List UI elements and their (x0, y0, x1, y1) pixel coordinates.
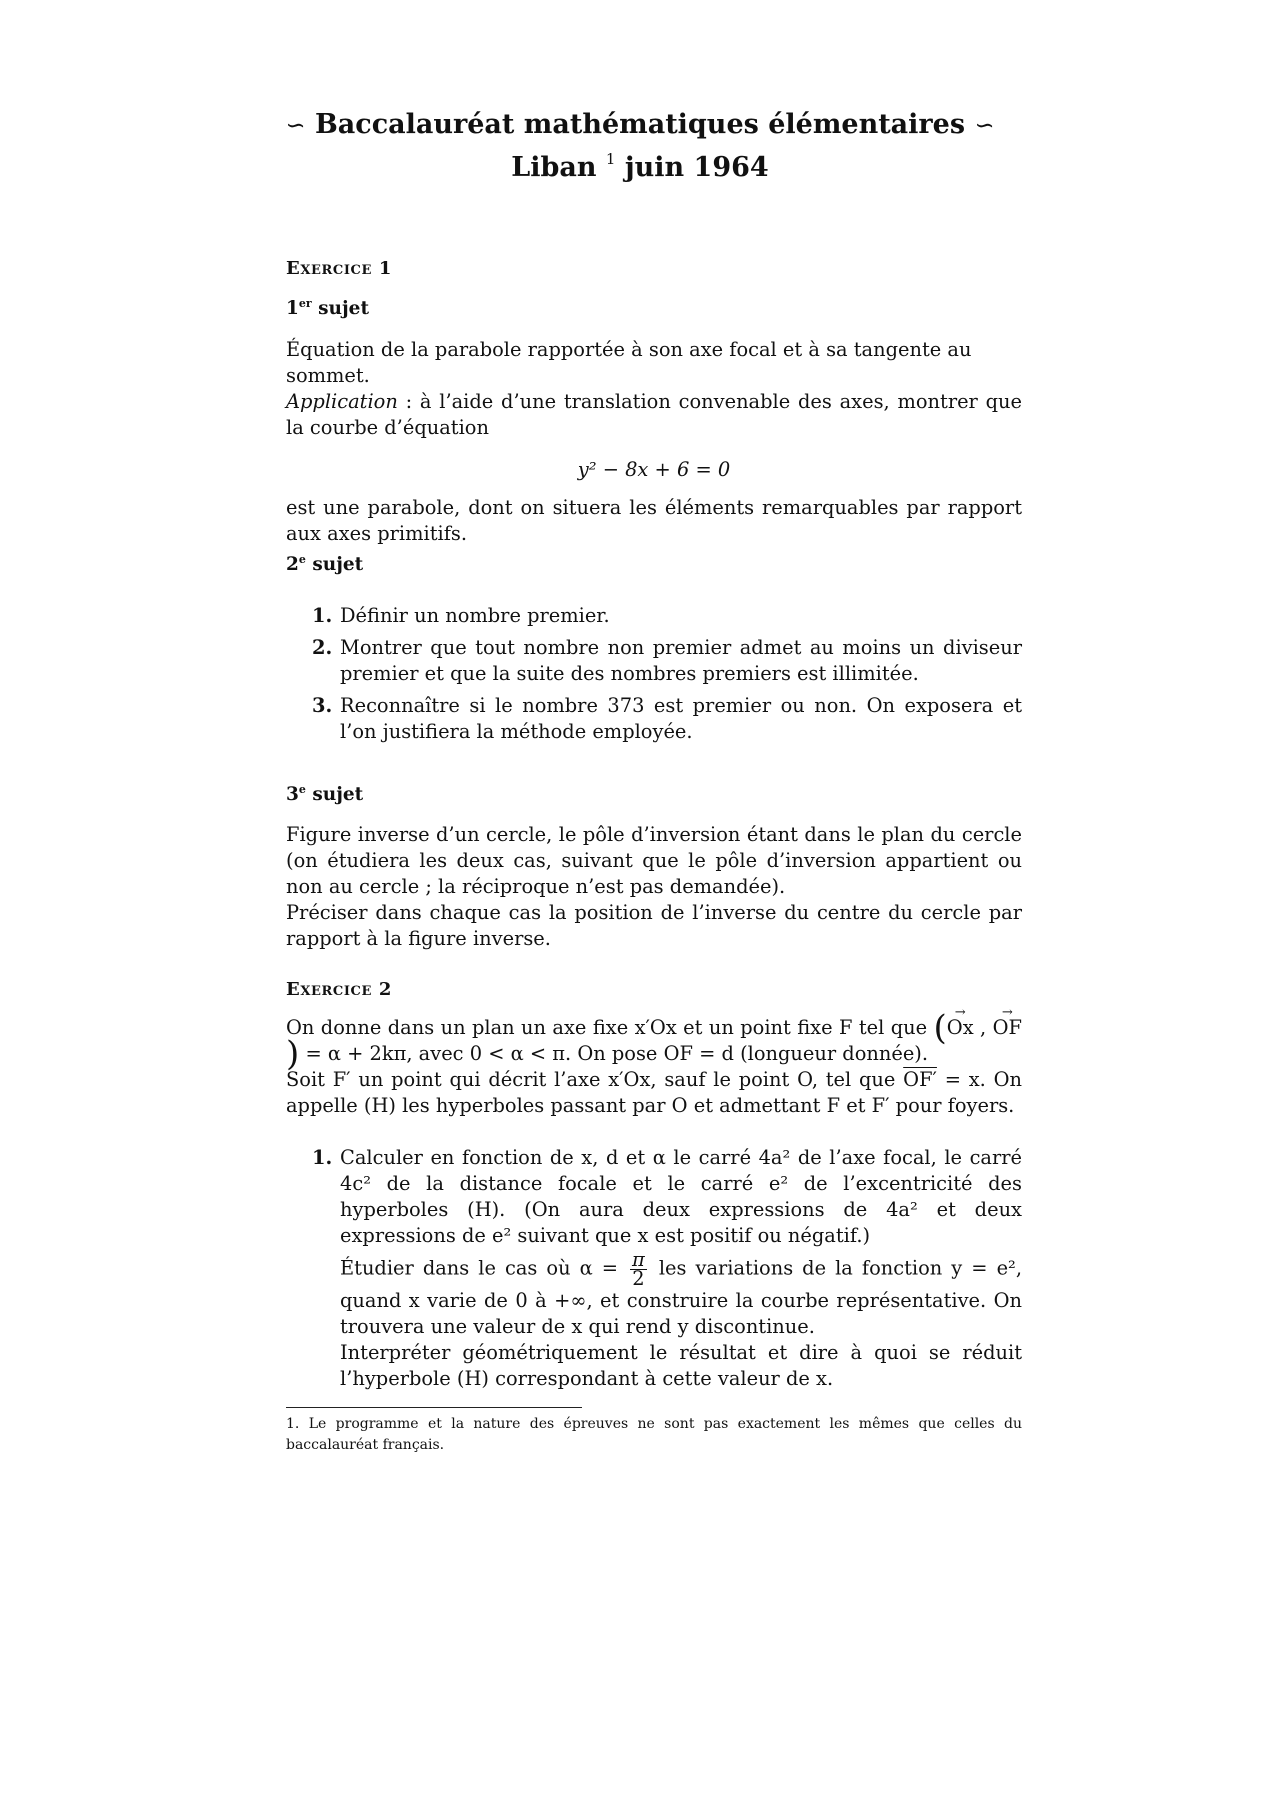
exercice-2-para-1: On donne dans un plan un axe fixe x′Ox et un point fixe F tel que (→ Ox , → OF) = α + 2kπ, avec 0 < α < π. On pose OF = d (longueur donnée). (286, 1015, 1022, 1067)
title-line-2 (0, 142, 1280, 185)
sujet-3-body (286, 822, 1022, 952)
title-line-1 (0, 108, 1280, 142)
page-title (0, 108, 1280, 185)
sujet-2-list (286, 603, 1022, 751)
footnote: 1. Le programme et la nature des épreuves ne sont pas exactement les mêmes que celles du baccalauréat français. (286, 1416, 1022, 1453)
sujet-1-para-2: Application : à l’aide d’une translation convenable des axes, montrer que la courbe d’équation (286, 390, 1022, 439)
exercice-2-intro (286, 1008, 1022, 1119)
segment-of-prime: OF′ (903, 1068, 937, 1091)
item-1-para-2: Étudier dans le cas où α = $\frac{\pi}{2}$ les variations de la fonction y = e², quand x varie de 0 à +∞, et construire la courbe représentative. On trouvera une valeur de x qui rend y discontinue. (340, 1248, 1022, 1338)
list-item: 2. Montrer que tout nombre non premier admet au moins un diviseur premier et que la suite des nombres premiers est illimitée. (312, 636, 1022, 685)
sujet-1-para-3: est une parabole, dont on situera les éléments remarquables par rapport aux axes primitifs. (286, 496, 1022, 545)
exercice-1-heading: Exercice 1 (286, 258, 392, 279)
sujet-1-label: 1er sujet (286, 297, 369, 319)
sujet-3-para-1: Figure inverse d’un cercle, le pôle d’inversion étant dans le plan du cercle (on étudiera les deux cas, suivant que le pôle d’inversion appartient ou non au cercle ; la réciproque n’est pas demandée). (286, 823, 1022, 898)
list-item: 3. Reconnaître si le nombre 373 est premier ou non. On exposera et l’on justifiera la méthode employée. (312, 694, 1022, 743)
footnote-marker: 1 (605, 150, 616, 168)
list-item: 1. Définir un nombre premier. (312, 604, 610, 627)
vector-ox: → Ox (947, 1015, 974, 1041)
vector-of: → OF (993, 1015, 1022, 1041)
list-item: 1. Calculer en fonction de x, d et α le carré 4a² de l’axe focal, le carré 4c² de la distance focale et le carré e² de l’excentricité des hyperboles (H). (On aura deux expressions de 4a² et deux expressions de e² suivant que x est positif ou négatif.) Étudier dans le cas où α = $\frac{\pi}{2}$ les variations de la fonction y = e², quand x varie de 0 à +∞, et construire la courbe représentative. On trouvera une valeur de x qui rend y discontinue. Interpréter géométriquement le résultat et dire à quoi se réduit l’hyperbole (H) correspondant à cette valeur de x. (312, 1146, 1022, 1390)
exercice-2-list (286, 1145, 1022, 1398)
sujet-2-label: 2e sujet (286, 553, 364, 575)
exercice-2-para-2: Soit F′ un point qui décrit l’axe x′Ox, sauf le point O, tel que OF′ = x. On appelle (H) les hyperboles passant par O et admettant F et F′ pour foyers. (286, 1068, 1022, 1117)
title-date: juin 1964 (624, 152, 769, 183)
item-1-para-3: Interpréter géométriquement le résultat et dire à quoi se réduit l’hyperbole (H) correspondant à cette valeur de x. (340, 1341, 1022, 1390)
sujet-3-label: 3e sujet (286, 783, 364, 805)
title-place: Liban (511, 152, 597, 183)
fraction-pi-over-2: $\frac{\pi}{2}$ (632, 1248, 645, 1290)
exercice-2-heading: Exercice 2 (286, 979, 392, 1000)
footnote-divider (286, 1407, 582, 1408)
ornament-right-icon: ∽ (974, 111, 995, 139)
item-1-para-1: Calculer en fonction de x, d et α le carré 4a² de l’axe focal, le carré 4c² de la distance focale et le carré e² de l’excentricité des hyperboles (H). (On aura deux expressions de 4a² et deux expressions de e² suivant que x est positif ou négatif.) (340, 1146, 1022, 1247)
ornament-left-icon: ∽ (285, 111, 306, 139)
title-text: Baccalauréat mathématiques élémentaires (314, 109, 966, 140)
sujet-1-para-1: Équation de la parabole rapportée à son axe focal et à sa tangente au sommet. (286, 338, 972, 387)
sujet-3-para-2: Préciser dans chaque cas la position de l’inverse du centre du cercle par rapport à la figure inverse. (286, 901, 1022, 950)
equation: y² − 8x + 6 = 0 (577, 458, 731, 481)
sujet-1-body (286, 337, 1022, 547)
